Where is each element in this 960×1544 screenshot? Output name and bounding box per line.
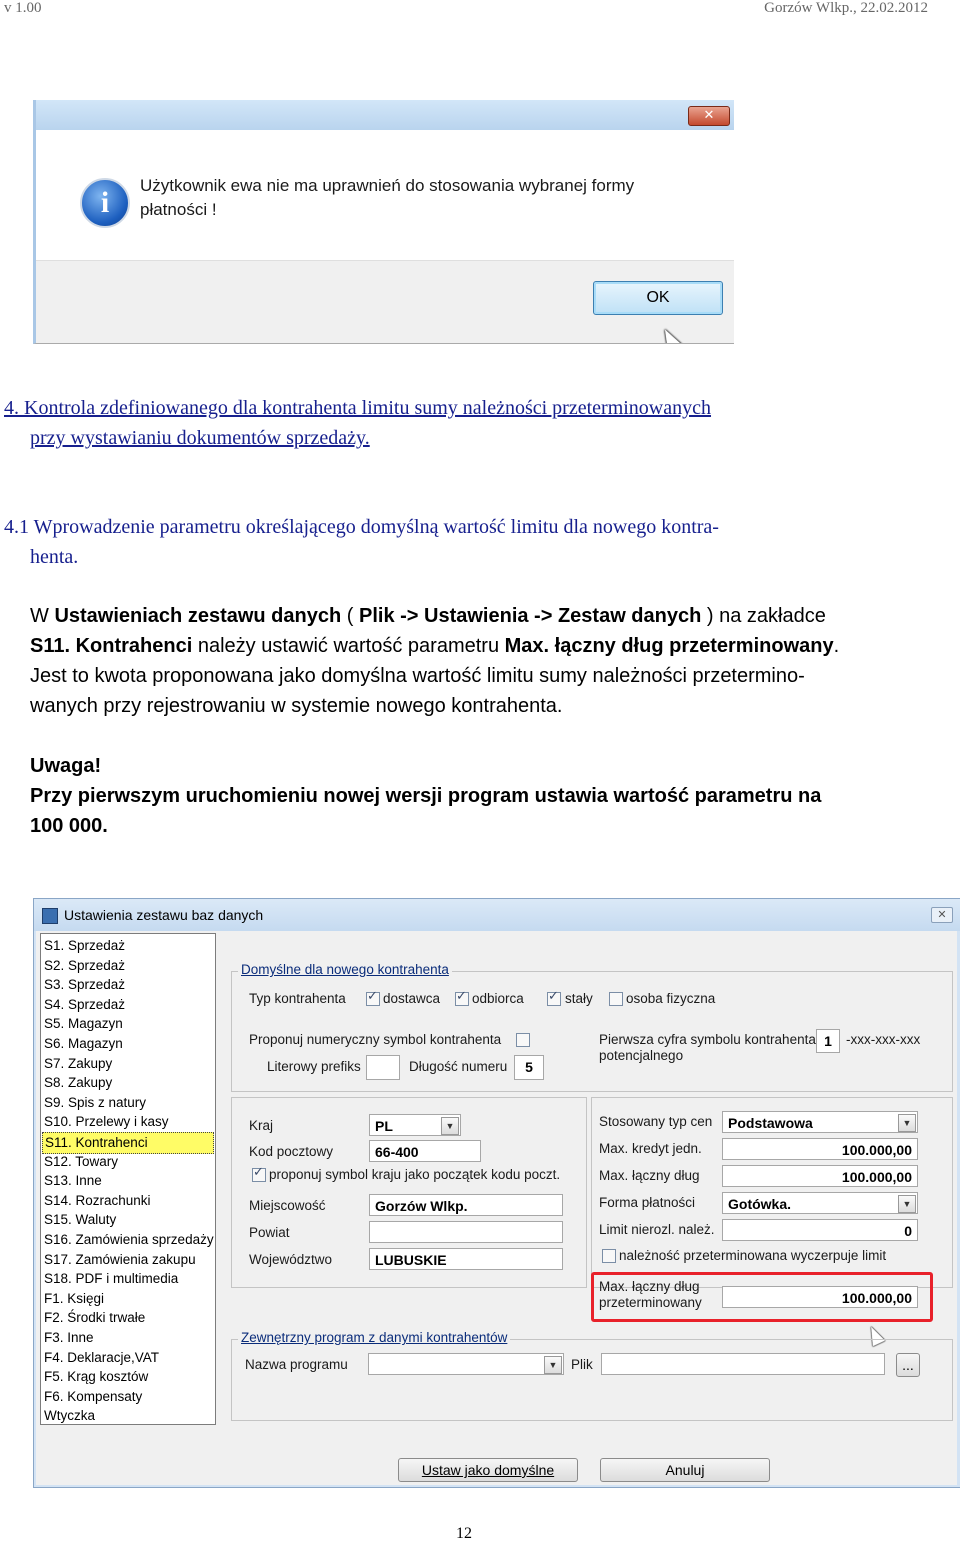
settings-title: Ustawienia zestawu baz danych bbox=[64, 907, 264, 923]
staly-checkbox[interactable] bbox=[547, 992, 561, 1006]
chevron-down-icon[interactable]: ▼ bbox=[898, 1195, 916, 1213]
miejscowosc-label: Miejscowość bbox=[249, 1198, 326, 1213]
menu-item[interactable]: S8. Zakupy bbox=[44, 1075, 113, 1091]
kod-pocztowy-input[interactable]: 66-400 bbox=[369, 1140, 481, 1162]
limit-label: Limit nierozl. należ. bbox=[599, 1222, 715, 1237]
plik-input[interactable] bbox=[601, 1353, 885, 1375]
menu-item[interactable]: F5. Krąg kosztów bbox=[44, 1369, 149, 1385]
external-program-title: Zewnętrzny program z danymi kontrahentów bbox=[238, 1330, 510, 1345]
menu-item[interactable]: S5. Magazyn bbox=[44, 1016, 123, 1032]
app-icon bbox=[42, 908, 58, 924]
chevron-down-icon[interactable]: ▼ bbox=[544, 1356, 562, 1374]
menu-item[interactable]: S16. Zamówienia sprzedaży bbox=[44, 1232, 214, 1247]
settings-menu bbox=[40, 933, 216, 1425]
laczny-dlug-label: Max. łączny dług bbox=[599, 1168, 700, 1183]
limit-input[interactable]: 0 bbox=[722, 1219, 918, 1241]
forma-platnosci-select[interactable]: Gotówka. ▼ bbox=[722, 1192, 918, 1214]
menu-item[interactable]: S2. Sprzedaż bbox=[44, 957, 126, 973]
note-block bbox=[30, 751, 950, 841]
browse-button[interactable]: ... bbox=[896, 1353, 920, 1377]
description-paragraph bbox=[30, 601, 950, 721]
kraj-select[interactable]: PL ▼ bbox=[369, 1114, 461, 1136]
wyczerpuje-checkbox[interactable] bbox=[602, 1249, 616, 1263]
odbiorca-label: odbiorca bbox=[472, 991, 524, 1006]
menu-item[interactable]: S1. Sprzedaż bbox=[44, 938, 126, 953]
permission-dialog bbox=[33, 100, 734, 344]
staly-label: stały bbox=[565, 991, 593, 1006]
powiat-label: Powiat bbox=[249, 1225, 290, 1240]
paragraph-line-1: W Ustawieniach zestawu danych ( Plik -> Ustawienia -> Zestaw danych ) na zakładce bbox=[30, 605, 826, 627]
settings-client bbox=[36, 931, 957, 1485]
dialog-message-line-1: Użytkownik ewa nie ma uprawnień do stosowania wybranej formy bbox=[140, 176, 635, 195]
note-line-2: 100 000. bbox=[30, 815, 108, 837]
section-4-line-1: 4. Kontrola zdefiniowanego dla kontrahenta limitu sumy należności przeterminowanych bbox=[4, 397, 712, 419]
settings-titlebar bbox=[34, 899, 960, 931]
typ-kontrahenta-label: Typ kontrahenta bbox=[249, 991, 346, 1006]
section-4-line-2: przy wystawianiu dokumentów sprzedaży. bbox=[30, 427, 370, 449]
wojewodztwo-label: Województwo bbox=[249, 1252, 333, 1267]
typ-cen-label: Stosowany typ cen bbox=[599, 1114, 713, 1129]
menu-item[interactable]: S13. Inne bbox=[44, 1173, 102, 1189]
defaults-group-title: Domyślne dla nowego kontrahenta bbox=[238, 962, 452, 977]
typ-cen-select[interactable]: Podstawowa ▼ bbox=[722, 1111, 918, 1133]
window-close-button[interactable]: ✕ bbox=[931, 907, 953, 923]
menu-item[interactable]: F2. Środki trwałe bbox=[44, 1310, 146, 1326]
kredyt-input[interactable]: 100.000,00 bbox=[722, 1138, 918, 1160]
nazwa-programu-label: Nazwa programu bbox=[245, 1357, 348, 1372]
dialog-close-button[interactable]: ✕ bbox=[688, 106, 730, 126]
proponuj-symbol-label: proponuj symbol kraju jako początek kodu poczt. bbox=[269, 1167, 561, 1182]
dialog-titlebar bbox=[36, 100, 734, 130]
menu-item[interactable]: F3. Inne bbox=[44, 1330, 94, 1345]
menu-item[interactable]: S17. Zamówienia zakupu bbox=[44, 1251, 196, 1267]
proponuj-symbol-checkbox[interactable] bbox=[252, 1168, 266, 1182]
settings-window bbox=[33, 898, 960, 1488]
page-number: 12 bbox=[456, 1525, 472, 1542]
menu-item[interactable]: S3. Sprzedaż bbox=[44, 977, 126, 993]
chevron-down-icon[interactable]: ▼ bbox=[441, 1117, 459, 1135]
menu-item[interactable]: F4. Deklaracje,VAT bbox=[44, 1349, 160, 1365]
ok-button[interactable]: OK bbox=[593, 281, 723, 315]
section-41-heading bbox=[0, 512, 960, 572]
literowy-prefiks-label: Literowy prefiks bbox=[267, 1059, 361, 1074]
dialog-message-line-2: płatności ! bbox=[140, 200, 217, 219]
odbiorca-checkbox[interactable] bbox=[455, 992, 469, 1006]
dialog-message bbox=[140, 174, 700, 222]
literowy-prefiks-input[interactable] bbox=[366, 1055, 400, 1080]
plik-label: Plik bbox=[571, 1357, 593, 1372]
menu-item[interactable]: F1. Księgi bbox=[44, 1290, 105, 1306]
nazwa-programu-select[interactable] bbox=[368, 1353, 564, 1375]
section-41-line-2: henta. bbox=[30, 546, 79, 568]
external-program-group bbox=[231, 1330, 953, 1421]
pierwsza-cyfra-label: Pierwsza cyfra symbolu kontrahenta bbox=[599, 1032, 816, 1047]
dlugosc-numeru-label: Długość numeru bbox=[409, 1059, 508, 1074]
menu-item[interactable]: S12. Towary bbox=[44, 1153, 119, 1169]
set-default-button[interactable]: Ustaw jako domyślne bbox=[398, 1458, 578, 1482]
proponuj-numeryczny-label: Proponuj numeryczny symbol kontrahenta bbox=[249, 1032, 502, 1047]
potencjalnego-label: potencjalnego bbox=[599, 1048, 684, 1063]
menu-item[interactable]: S9. Spis z natury bbox=[44, 1094, 147, 1110]
wojewodztwo-input[interactable]: LUBUSKIE bbox=[369, 1248, 563, 1270]
section-41-line-1: 4.1 Wprowadzenie parametru określającego domyślną wartość limitu dla nowego kontra- bbox=[4, 516, 719, 538]
osoba-fizyczna-checkbox[interactable] bbox=[609, 992, 623, 1006]
paragraph-line-3: Jest to kwota proponowana jako domyślna wartość limitu sumy należności przetermino- bbox=[30, 665, 805, 687]
miejscowosc-input[interactable]: Gorzów Wlkp. bbox=[369, 1194, 563, 1216]
dostawca-label: dostawca bbox=[383, 991, 441, 1006]
info-icon: i bbox=[80, 178, 130, 228]
powiat-input[interactable] bbox=[369, 1221, 563, 1243]
wyczerpuje-label: należność przeterminowana wyczerpuje limit bbox=[619, 1248, 887, 1263]
osoba-fizyczna-label: osoba fizyczna bbox=[626, 991, 716, 1006]
place-date-label: Gorzów Wlkp., 22.02.2012 bbox=[764, 0, 928, 16]
dostawca-checkbox[interactable] bbox=[366, 992, 380, 1006]
menu-item[interactable]: S6. Magazyn bbox=[44, 1036, 123, 1051]
note-title: Uwaga! bbox=[30, 755, 102, 777]
symbol-mask-label: -xxx-xxx-xxx bbox=[846, 1032, 921, 1047]
menu-item[interactable]: F6. Kompensaty bbox=[44, 1388, 143, 1404]
kod-pocztowy-label: Kod pocztowy bbox=[249, 1144, 334, 1159]
kraj-label: Kraj bbox=[249, 1118, 274, 1133]
menu-item[interactable]: S10. Przelewy i kasy bbox=[44, 1114, 169, 1130]
note-line-1: Przy pierwszym uruchomieniu nowej wersji program ustawia wartość parametru na bbox=[30, 785, 822, 807]
menu-item[interactable]: S18. PDF i multimedia bbox=[44, 1271, 179, 1287]
version-label: v 1.00 bbox=[4, 0, 42, 16]
proponuj-numeryczny-checkbox[interactable] bbox=[516, 1033, 530, 1047]
chevron-down-icon[interactable]: ▼ bbox=[898, 1114, 916, 1132]
laczny-dlug-input[interactable]: 100.000,00 bbox=[722, 1165, 918, 1187]
forma-platnosci-label: Forma płatności bbox=[599, 1195, 696, 1210]
menu-item[interactable]: S14. Rozrachunki bbox=[44, 1192, 151, 1208]
menu-item[interactable]: Wtyczka bbox=[44, 1408, 96, 1424]
przeterminowany-label: Max. łączny dług przeterminowany bbox=[599, 1279, 702, 1310]
cancel-button[interactable]: Anuluj bbox=[600, 1458, 770, 1482]
paragraph-line-2: S11. Kontrahenci należy ustawić wartość parametru Max. łączny dług przeterminowany. bbox=[30, 635, 840, 657]
kredyt-label: Max. kredyt jedn. bbox=[599, 1141, 702, 1156]
menu-item[interactable]: S4. Sprzedaż bbox=[44, 996, 126, 1012]
menu-item[interactable]: S11. Kontrahenci bbox=[42, 1132, 214, 1154]
menu-item[interactable]: S15. Waluty bbox=[44, 1212, 117, 1228]
paragraph-line-4: wanych przy rejestrowaniu w systemie nowego kontrahenta. bbox=[30, 695, 563, 717]
section-4-heading bbox=[0, 393, 960, 453]
menu-item[interactable]: S7. Zakupy bbox=[44, 1055, 113, 1071]
highlight-box bbox=[591, 1272, 933, 1322]
pierwsza-cyfra-input[interactable]: 1 bbox=[816, 1029, 840, 1053]
przeterminowany-input[interactable]: 100.000,00 bbox=[722, 1286, 918, 1308]
dlugosc-numeru-input[interactable]: 5 bbox=[514, 1055, 544, 1080]
